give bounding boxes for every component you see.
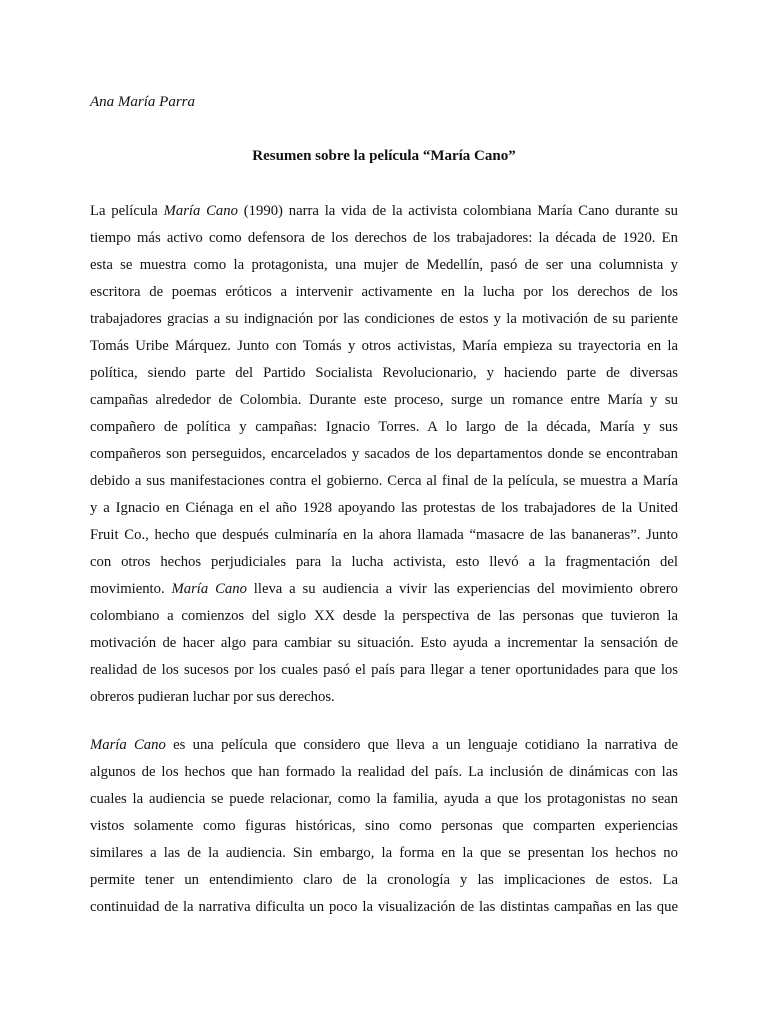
paragraph-2 [90, 732, 678, 921]
text-line: trabajadores gracias a su indignación por las condiciones de estos y la motivación de su pariente [90, 311, 678, 327]
text-line: similares a las de la audiencia. Sin embargo, la forma en la que se presentan los hechos no [90, 845, 678, 861]
text-line: motivación de hacer algo para cambiar su situación. Esto ayuda a incrementar la sensación de [90, 635, 678, 651]
text-line: debido a sus manifestaciones contra el gobierno. Cerca al final de la película, se muestra a María [90, 473, 678, 489]
text-line: esta se muestra como la protagonista, una mujer de Medellín, pasó de ser una columnista y [90, 257, 678, 273]
text-line: colombiano a comienzos del siglo XX desde la perspectiva de las personas que tuvieron la [90, 608, 678, 624]
text-line: compañeros son perseguidos, encarcelados y sacados de los departamentos donde se encontraban [90, 446, 678, 462]
text-line: permite tener un entendimiento claro de la cronología y las implicaciones de estos. La [90, 872, 678, 888]
text-line: tiempo más activo como defensora de los derechos de los trabajadores: la década de 1920. En [90, 230, 678, 246]
text-line: vistos solamente como figuras históricas, sino como personas que comparten experiencias [90, 818, 678, 834]
text-line: La película María Cano (1990) narra la vida de la activista colombiana María Cano durante su [90, 203, 678, 219]
document-title: Resumen sobre la película “María Cano” [252, 148, 516, 164]
text-line: María Cano es una película que considero que lleva a un lenguaje cotidiano la narrativa de [90, 737, 678, 753]
text-line: movimiento. María Cano lleva a su audiencia a vivir las experiencias del movimiento obrero [90, 581, 678, 597]
text-line: con otros hechos perjudiciales para la lucha activista, esto llevó a la fragmentación del [90, 554, 678, 570]
author-name: Ana María Parra [90, 94, 195, 110]
paragraph-1 [90, 198, 678, 711]
text-line: compañero de política y campañas: Ignacio Torres. A lo largo de la década, María y sus [90, 419, 678, 435]
text-line: campañas alrededor de Colombia. Durante este proceso, surge un romance entre María y su [90, 392, 678, 408]
text-line: Tomás Uribe Márquez. Junto con Tomás y otros activistas, María empieza su trayectoria en la [90, 338, 678, 354]
text-line: cuales la audiencia se puede relacionar, como la familia, ayuda a que los protagonistas no sean [90, 791, 678, 807]
text-line: Fruit Co., hecho que después culminaría en la ahora llamada “masacre de las bananeras”. Junto [90, 527, 678, 543]
text-line: continuidad de la narrativa dificulta un poco la visualización de las distintas campañas en las que [90, 899, 678, 915]
text-line: algunos de los hechos que han formado la realidad del país. La inclusión de dinámicas con las [90, 764, 678, 780]
text-line: obreros pudieran luchar por sus derechos. [90, 689, 335, 705]
text-line: y a Ignacio en Ciénaga en el año 1928 apoyando las protestas de los trabajadores de la United [90, 500, 678, 516]
text-line: escritora de poemas eróticos a intervenir activamente en la lucha por los derechos de los [90, 284, 678, 300]
text-line: realidad de los sucesos por los cuales pasó el país para llegar a tener oportunidades para que los [90, 662, 678, 678]
text-line: política, siendo parte del Partido Socialista Revolucionario, y haciendo parte de diversas [90, 365, 678, 381]
